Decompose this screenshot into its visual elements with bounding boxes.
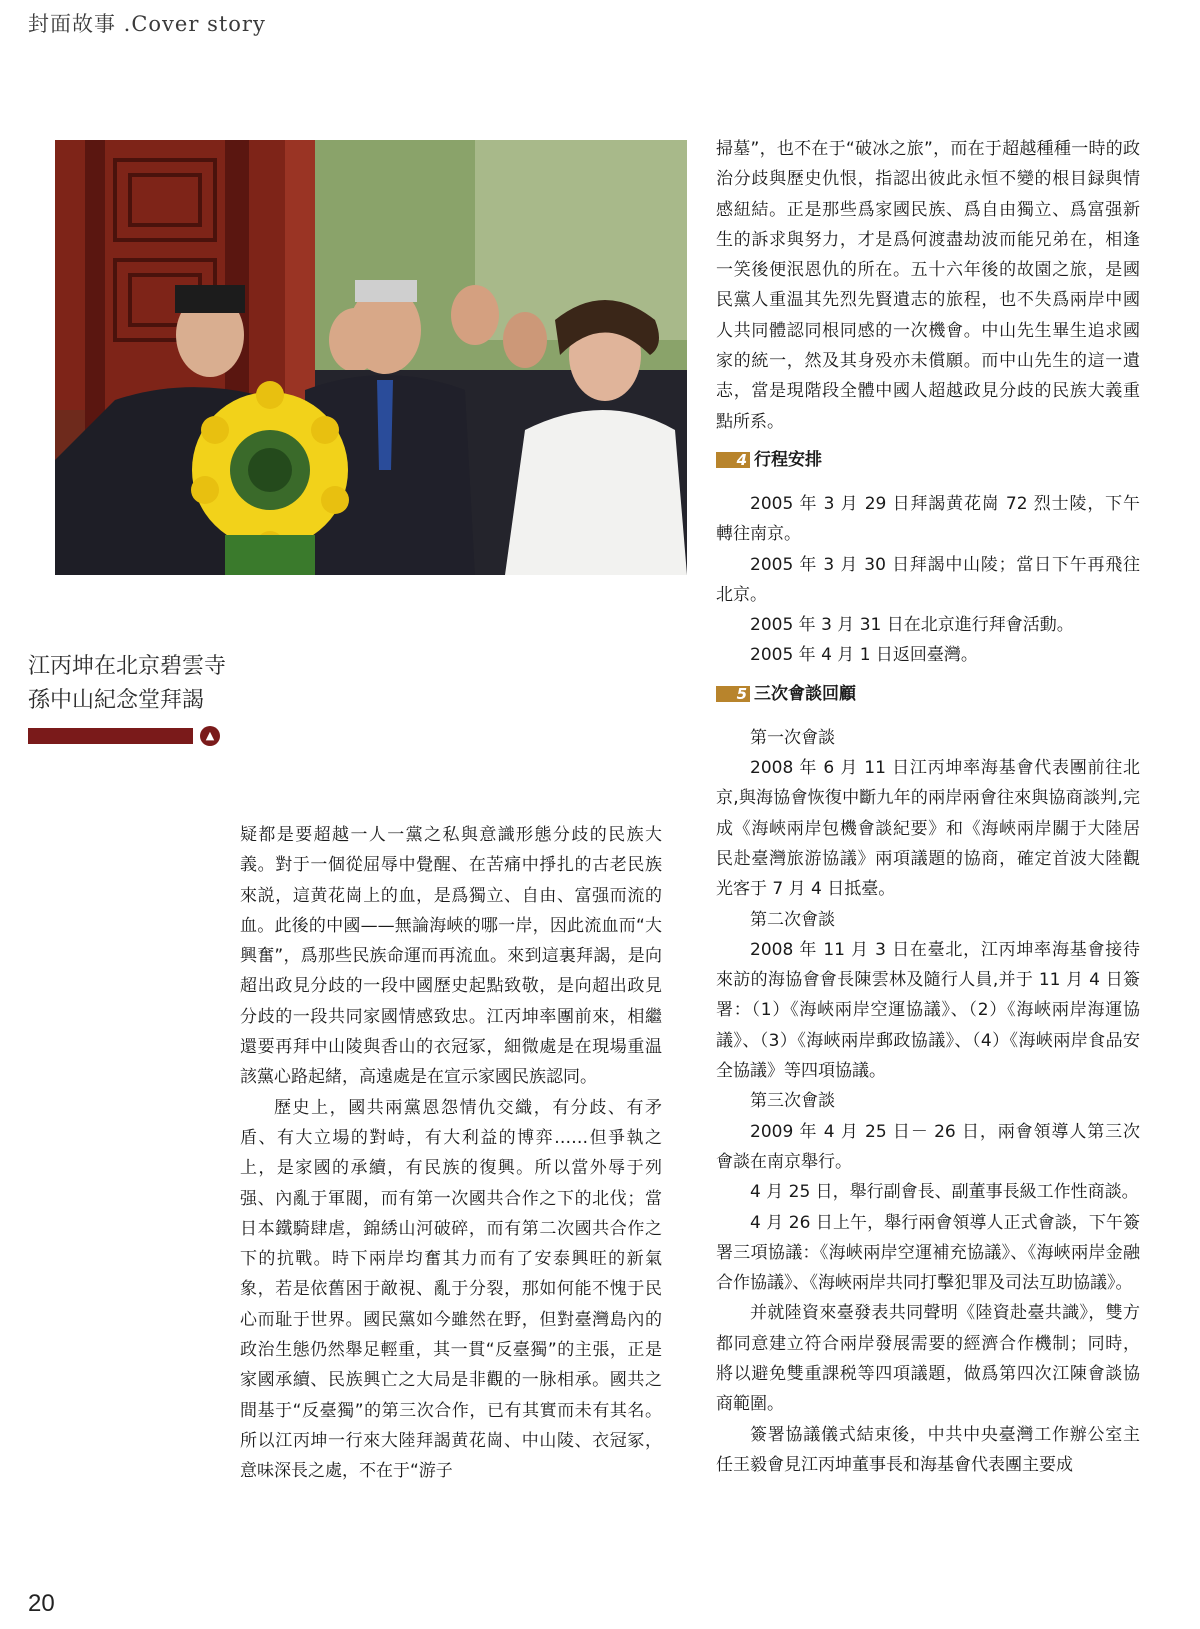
paragraph: 簽署協議儀式結束後，中共中央臺灣工作辦公室主任王毅會見江丙坤董事長和海基會代表團主要成: [716, 1424, 1140, 1475]
photo-illustration: [55, 140, 687, 575]
paragraph: 2008 年 6 月 11 日江丙坤率海基會代表團前往北京,與海協會恢復中斷九年的兩岸兩會往來與協商談判,完成《海峽兩岸包機會談紀要》和《海峽兩岸關于大陸居民赴臺灣旅游協議》兩項議題的協商，確定首波大陸觀光客于 7 月 4 日抵臺。: [716, 758, 1140, 900]
caption-divider-bar: [28, 728, 193, 744]
itinerary-item: 2005 年 4 月 1 日返回臺灣。: [750, 645, 978, 666]
paragraph: 歷史上，國共兩黨恩怨情仇交織，有分歧、有矛盾、有大立場的對峙，有大利益的博弈……但爭執之上，是家國的承續，有民族的復興。所以當外辱于列强、內亂于軍閥，而有第一次國共合作之下的北伐；當日本鐵騎肆虐，錦綉山河破碎，而有第二次國共合作之下的抗戰。時下兩岸均奮其力而有了安泰興旺的新氣象，若是依舊困于敵視、亂于分裂，那如何能不愧于民心而耻于世界。國民黨如今雖然在野，但對臺灣島內的政治生態仍然舉足輕重，其一貫“反臺獨”的主張，正是家國承續、民族興亡之大局是非觀的一脉相承。國共之間基于“反臺獨”的第三次合作，已有其實而未有其名。所以江丙坤一行來大陸拜謁黄花崗、中山陵、衣冠冢，意味深長之處，不在于“游子: [240, 1097, 662, 1482]
chevron-up-icon: ▲: [200, 726, 220, 746]
left-text-column: [240, 820, 662, 1487]
section-heading-itinerary: [716, 445, 1140, 475]
caption-line-1: 江丙坤在北京碧雲寺: [28, 654, 227, 679]
page-number: 20: [28, 1590, 55, 1617]
running-header: 封面故事 .Cover story: [28, 12, 266, 36]
section-number-badge: 5: [716, 686, 750, 702]
section-title: 三次會談回顧: [754, 683, 856, 704]
paragraph: 2008 年 11 月 3 日在臺北，江丙坤率海基會接待來訪的海協會會長陳雲林及隨行人員,并于 11 月 4 日簽署：（1）《海峽兩岸空運協議》、（2）《海峽兩岸海運協議》、（3）《海峽兩岸郵政協議》、（4）《海峽兩岸食品安全協議》等四項協議。: [716, 939, 1140, 1082]
itinerary-item: 2005 年 3 月 30 日拜謁中山陵；當日下午再飛往北京。: [716, 554, 1140, 605]
itinerary-item: 2005 年 3 月 31 日在北京進行拜會活動。: [750, 615, 1074, 636]
subheading-second-talk: 第二次會談: [750, 909, 835, 930]
paragraph: 4 月 25 日，舉行副會長、副董事長級工作性商談。: [750, 1182, 1139, 1203]
paragraph: 并就陸資來臺發表共同聲明《陸資赴臺共識》，雙方都同意建立符合兩岸發展需要的經濟合作機制；同時，將以避免雙重課税等四項議題，做爲第四次江陳會談協商範圍。: [716, 1303, 1140, 1415]
subheading-first-talk: 第一次會談: [750, 727, 835, 748]
paragraph: 掃墓”，也不在于“破冰之旅”，而在于超越種種一時的政治分歧與歷史仇恨，指認出彼此永恒不變的根目録與情感紐結。正是那些爲家國民族、爲自由獨立、爲富强新生的訴求與努力，才是爲何渡盡劫波而能兄弟在，相逢一笑後便泯恩仇的所在。五十六年後的故園之旅，是國民黨人重温其先烈先賢遺志的旅程，也不失爲兩岸中國人共同體認同根同感的一次機會。中山先生畢生追求國家的統一，然及其身殁亦未償願。而中山先生的這一遺志，當是現階段全體中國人超越政見分歧的民族大義重點所系。: [716, 139, 1140, 432]
section-heading-talks-review: [716, 679, 1140, 709]
photo-wreath-ceremony: [55, 140, 687, 575]
caption-line-2: 孫中山紀念堂拜謁: [28, 688, 205, 713]
itinerary-item: 2005 年 3 月 29 日拜謁黄花崗 72 烈士陵，下午轉往南京。: [716, 493, 1140, 545]
paragraph: 4 月 26 日上午，舉行兩會領導人正式會談，下午簽署三項協議：《海峽兩岸空運補充協議》、《海峽兩岸金融合作協議》、《海峽兩岸共同打擊犯罪及司法互助協議》。: [716, 1212, 1140, 1294]
paragraph: 疑都是要超越一人一黨之私與意識形態分歧的民族大義。對于一個從屈辱中覺醒、在苦痛中掙扎的古老民族來説，這黄花崗上的血，是爲獨立、自由、富强而流的血。此後的中國——無論海峽的哪一岸，因此流血而“大興奮”，爲那些民族命運而再流血。來到這裏拜謁，是向超出政見分歧的一段中國歷史起點致敬，是向超出政見分歧的一段共同家國情感致忠。江丙坤率團前來，相繼還要再拜中山陵與香山的衣冠冢，細微處是在現場重温該黨心路起緒，高遠處是在宣示家國民族認同。: [240, 825, 662, 1088]
subheading-third-talk: 第三次會談: [750, 1091, 835, 1112]
section-number-badge: 4: [716, 452, 750, 468]
right-text-column: [716, 134, 1140, 1480]
photo-caption: [28, 650, 248, 718]
paragraph: 2009 年 4 月 25 日－ 26 日，兩會領導人第三次會談在南京舉行。: [716, 1121, 1140, 1172]
section-title: 行程安排: [754, 449, 822, 470]
